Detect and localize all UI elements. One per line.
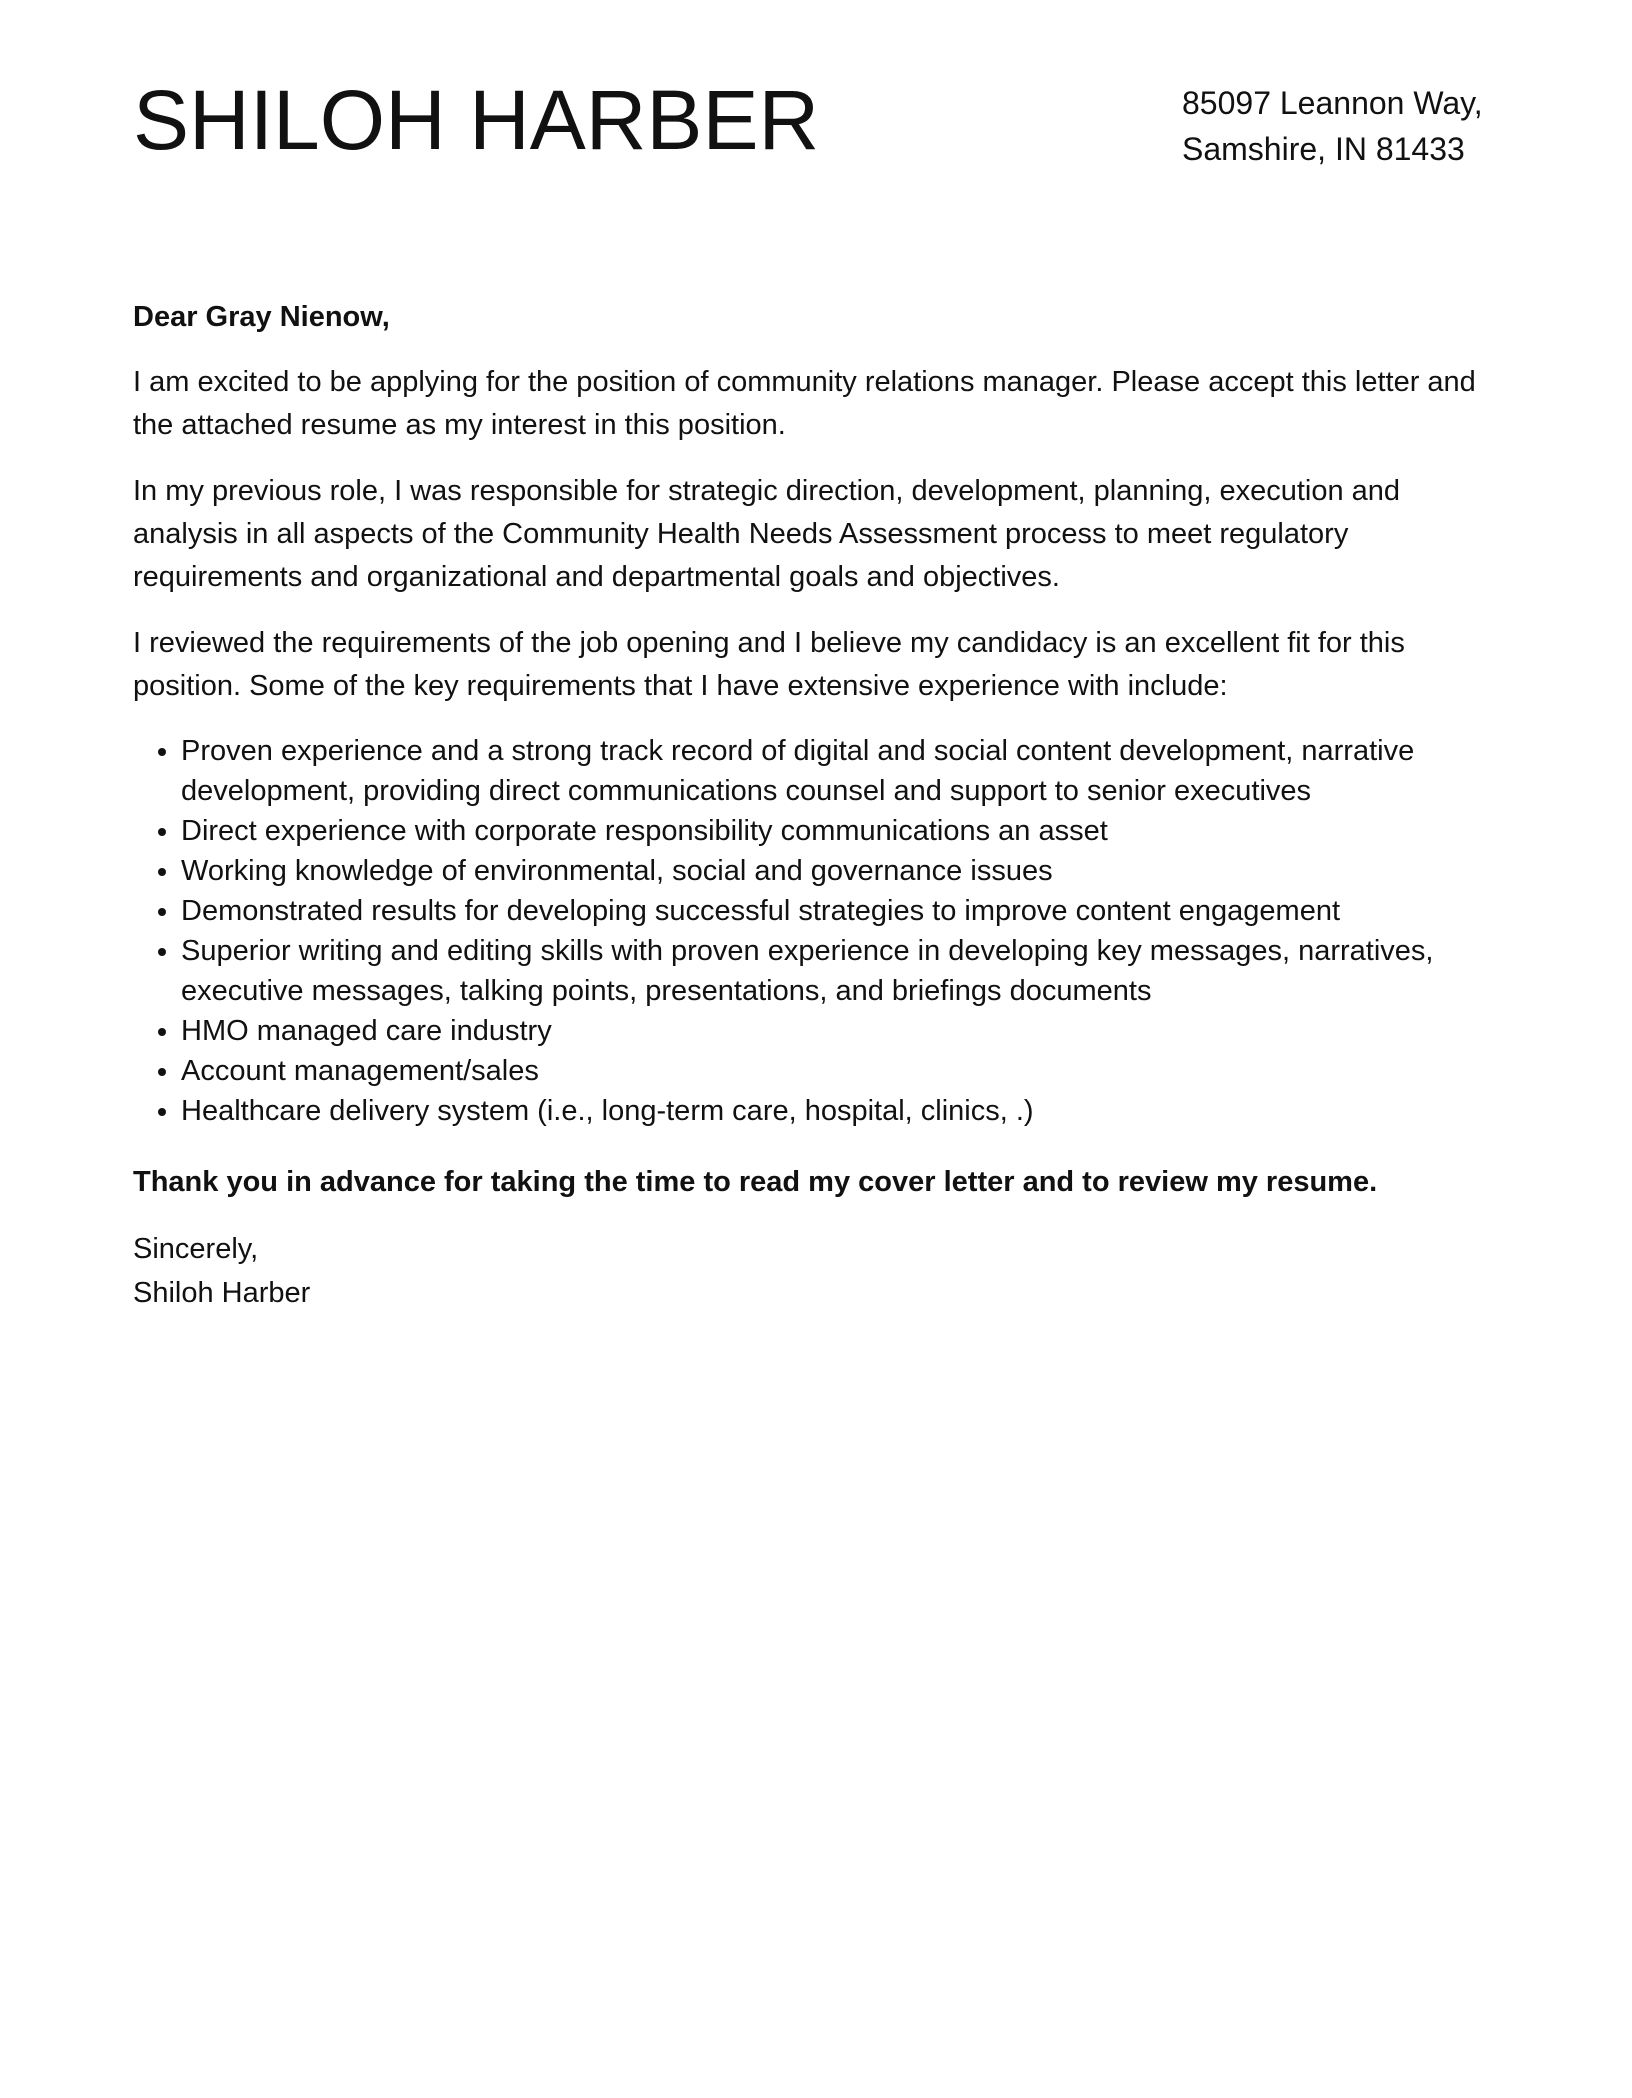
list-item: • Direct experience with corporate responsibility communications an asset	[181, 811, 1493, 851]
list-item: • Superior writing and editing skills with proven experience in developing key messages, narratives, executive messages, talking points, presentations, and briefings documents	[181, 931, 1493, 1011]
signature-name: Shiloh Harber	[133, 1277, 311, 1309]
list-item: • Healthcare delivery system (i.e., long-term care, hospital, clinics, .)	[181, 1091, 1493, 1131]
applicant-name: SHILOH HARBER	[133, 73, 820, 167]
list-item: • Working knowledge of environmental, social and governance issues	[181, 851, 1493, 891]
list-item: • Account management/sales	[181, 1051, 1493, 1091]
salutation: Dear Gray Nienow,	[133, 301, 390, 333]
address-line-2: Samshire, IN 81433	[1182, 131, 1465, 167]
list-item: • HMO managed care industry	[181, 1011, 1493, 1051]
paragraph-requirements-intro: I reviewed the requirements of the job opening and I believe my candidacy is an excellent fit for this position. Some of the key requirements that I have extensive experience with include:	[133, 627, 1405, 702]
closing-statement: Thank you in advance for taking the time to read my cover letter and to review my resume.	[133, 1166, 1378, 1198]
list-item: • Demonstrated results for developing successful strategies to improve content engagement	[181, 891, 1493, 931]
applicant-address	[1182, 80, 1483, 172]
signoff: Sincerely,	[133, 1233, 259, 1265]
paragraph-intro: I am excited to be applying for the position of community relations manager. Please accept this letter and the attached resume as my interest in this position.	[133, 366, 1476, 441]
letter-body	[133, 296, 1493, 1315]
requirements-list	[133, 731, 1493, 1131]
paragraph-previous-role: In my previous role, I was responsible for strategic direction, development, planning, execution and analysis in all aspects of the Community Health Needs Assessment process to meet regulatory requirements and organizational and departmental goals and objectives.	[133, 475, 1401, 593]
list-item: • Proven experience and a strong track record of digital and social content development, narrative development, providing direct communications counsel and support to senior executives	[181, 731, 1493, 811]
address-line-1: 85097 Leannon Way,	[1182, 85, 1483, 121]
